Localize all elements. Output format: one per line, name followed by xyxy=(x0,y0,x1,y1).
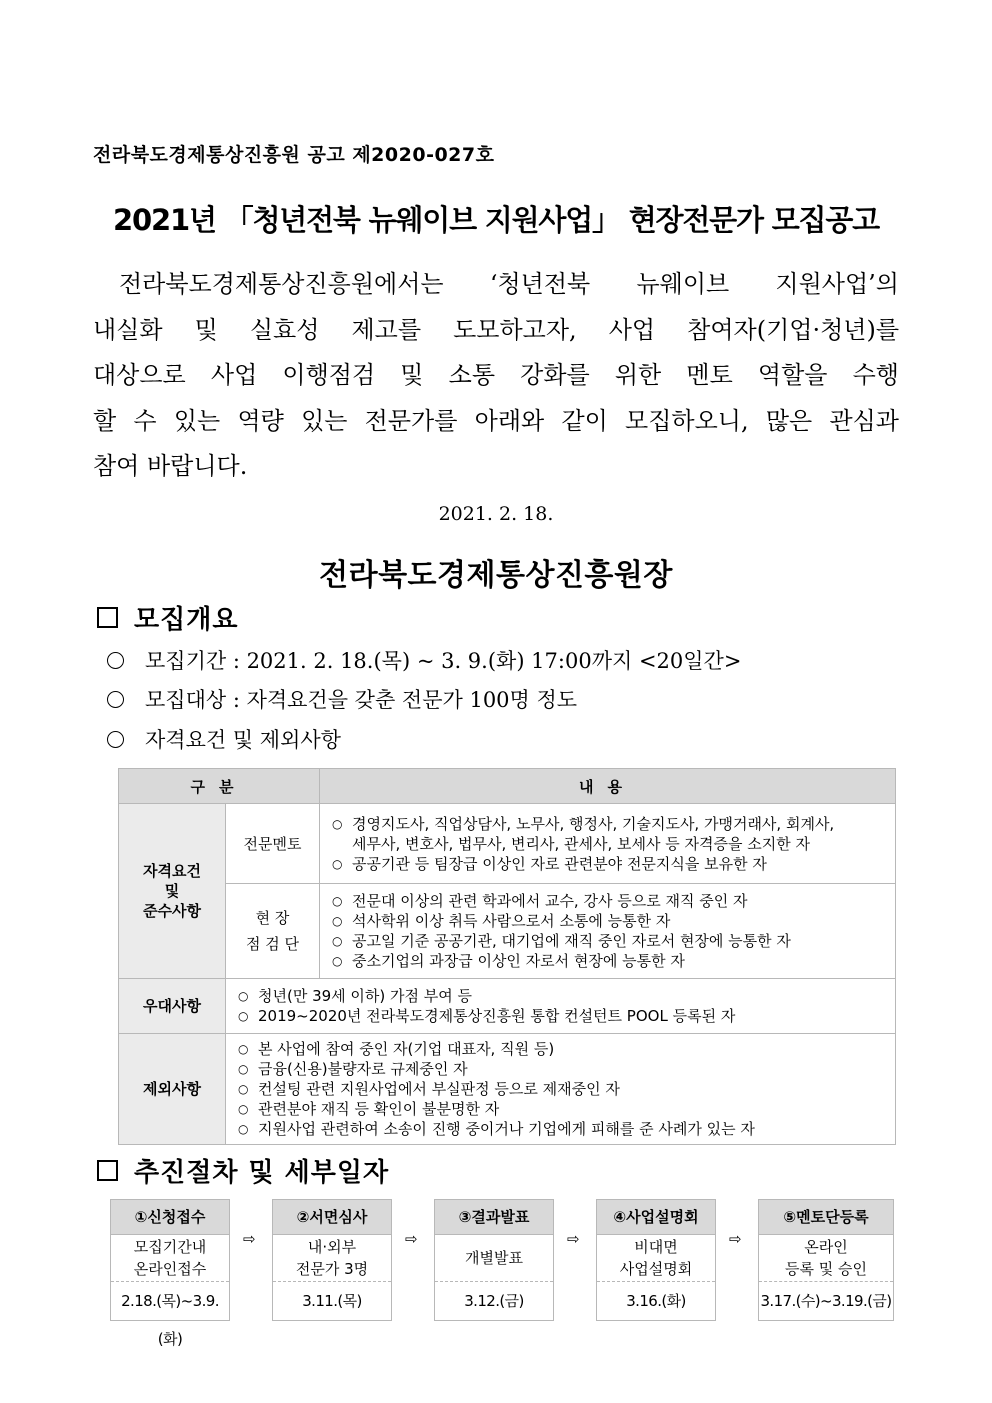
process-step-date: 3.12.(금) xyxy=(464,1292,524,1310)
desc-line: 온라인 xyxy=(804,1238,848,1256)
list-item-text: 컨설팅 관련 지원사업에서 부실판정 등으로 제재중인 자 xyxy=(258,1080,620,1098)
list-item-text: 공공기관 등 팀장급 이상인 자로 관련분야 전문지식을 보유한 자 xyxy=(352,854,767,873)
bullet-icon: ○ xyxy=(332,954,343,968)
desc-line: 모집기간내 xyxy=(133,1238,207,1256)
process-step-2 xyxy=(272,1199,392,1321)
circle-bullet-icon xyxy=(107,691,124,708)
field-team-content xyxy=(320,884,896,979)
list-item xyxy=(332,854,887,874)
process-step-date: 2.18.(목)~3.9.(화) xyxy=(121,1292,219,1348)
process-step-title: ③결과발표 xyxy=(435,1200,553,1235)
process-step-date: 3.11.(목) xyxy=(302,1292,362,1310)
bullet-icon: ○ xyxy=(238,1082,249,1096)
checkbox-square-icon xyxy=(97,1160,118,1181)
process-step-desc xyxy=(111,1235,229,1282)
process-step-desc xyxy=(597,1235,715,1282)
list-item xyxy=(238,1099,887,1119)
desc-line: 온라인접수 xyxy=(133,1260,207,1278)
intro-line: 내실화 및 실효성 제고를 도모하고자, 사업 참여자(기업·청년)를 xyxy=(93,315,899,344)
list-item-text: 금융(신용)불량자로 규제중인 자 xyxy=(258,1060,468,1078)
preference-content xyxy=(226,979,896,1034)
header-content: 내용 xyxy=(320,769,896,804)
section-title: 모집개요 xyxy=(134,605,239,635)
process-step-title: ①신청접수 xyxy=(111,1200,229,1235)
overview-item-target xyxy=(107,684,577,714)
list-item-text: 지원사업 관련하여 소송이 진행 중이거나 기업에게 피해를 준 사례가 있는 자 xyxy=(258,1120,755,1138)
expert-mentor-content xyxy=(320,804,896,884)
list-item xyxy=(238,1079,887,1099)
intro-line: 대상으로 사업 이행점검 및 소통 강화를 위한 멘토 역할을 수행 xyxy=(93,361,899,389)
list-item-text: 석사학위 이상 취득 사람으로서 소통에 능통한 자 xyxy=(352,912,671,930)
list-item xyxy=(238,1039,887,1059)
organization-name: 전라북도경제통상진흥원장 xyxy=(319,558,673,593)
category-label: 자격요건 xyxy=(143,862,201,880)
table-row xyxy=(119,884,896,979)
process-step-title: ②서면심사 xyxy=(273,1200,391,1235)
section-heading-overview xyxy=(97,599,238,636)
desc-line: 전문가 3명 xyxy=(295,1260,369,1278)
intro-line: 할 수 있는 역량 있는 전문가를 아래와 같이 모집하오니, 많은 관심과 xyxy=(93,406,899,435)
process-step-date: 3.16.(화) xyxy=(626,1292,686,1310)
table-row xyxy=(119,804,896,884)
circle-bullet-icon xyxy=(107,731,124,748)
intro-line: 전라북도경제통상진흥원에서는 ‘청년전북 뉴웨이브 지원사업’의 xyxy=(119,270,899,298)
category-label: 준수사항 xyxy=(143,902,201,920)
overview-item-text: 자격요건 및 제외사항 xyxy=(145,728,341,752)
overview-item-text: 모집기간 : 2021. 2. 18.(목) ~ 3. 9.(화) 17:00까지 <20일간> xyxy=(145,649,742,673)
desc-line: 비대면 xyxy=(634,1238,678,1256)
exclusion-content xyxy=(226,1034,896,1145)
sub-label: 현 장 xyxy=(255,909,290,927)
requirements-table xyxy=(118,768,896,1145)
process-step-desc xyxy=(759,1235,893,1282)
section-title: 추진절차 및 세부일자 xyxy=(134,1158,390,1188)
arrow-right-icon: ⇨ xyxy=(405,1230,418,1248)
list-item xyxy=(238,1006,887,1026)
list-item-text: 관련분야 재직 등 확인이 불분명한 자 xyxy=(258,1100,500,1118)
overview-item-requirements xyxy=(107,724,341,754)
process-step-3 xyxy=(434,1199,554,1321)
overview-item-period xyxy=(107,645,741,675)
desc-line: 등록 및 승인 xyxy=(785,1260,867,1278)
desc-line: 내·외부 xyxy=(307,1238,357,1256)
sub-label: 점 검 단 xyxy=(245,935,299,953)
arrow-right-icon: ⇨ xyxy=(243,1230,256,1248)
section-heading-process xyxy=(97,1152,389,1189)
list-item xyxy=(238,1119,887,1139)
table-row xyxy=(119,979,896,1034)
process-step-desc xyxy=(273,1235,391,1282)
bullet-icon: ○ xyxy=(238,1062,249,1076)
field-team-label xyxy=(226,884,320,979)
bullet-icon: ○ xyxy=(332,816,343,831)
bullet-icon: ○ xyxy=(238,1122,249,1136)
list-item xyxy=(332,931,887,951)
expert-mentor-label: 전문멘토 xyxy=(226,804,320,884)
checkbox-square-icon xyxy=(97,607,118,628)
list-item-text: 본 사업에 참여 중인 자(기업 대표자, 직원 등) xyxy=(258,1040,555,1058)
list-item-text: 청년(만 39세 이하) 가점 부여 등 xyxy=(258,987,473,1005)
process-step-1 xyxy=(110,1199,230,1348)
page-title: 2021년 「청년전북 뉴웨이브 지원사업」 현장전문가 모집공고 xyxy=(113,203,879,237)
bullet-icon: ○ xyxy=(238,989,249,1003)
bullet-icon: ○ xyxy=(332,856,343,871)
table-row xyxy=(119,1034,896,1145)
list-item-text: 중소기업의 과장급 이상인 자로서 현장에 능통한 자 xyxy=(352,952,685,970)
overview-item-text: 모집대상 : 자격요건을 갖춘 전문가 100명 정도 xyxy=(145,688,578,712)
list-item-text: 경영지도사, 직업상담사, 노무사, 행정사, 기술지도사, 가맹거래사, 회계사, xyxy=(352,814,835,833)
list-item xyxy=(332,911,887,931)
process-step-date: 3.17.(수)~3.19.(금) xyxy=(760,1292,892,1310)
list-item xyxy=(332,834,887,854)
notice-date: 2021. 2. 18. xyxy=(438,503,554,525)
process-step-desc xyxy=(435,1235,553,1282)
process-step-title: ④사업설명회 xyxy=(597,1200,715,1235)
header-category: 구분 xyxy=(119,769,320,804)
list-item xyxy=(238,986,887,1006)
list-item xyxy=(332,951,887,971)
list-item-text: 2019~2020년 전라북도경제통상진흥원 통합 컨설턴트 POOL 등록된 자 xyxy=(258,1007,736,1025)
bullet-icon: ○ xyxy=(238,1009,249,1023)
list-item-text: 전문대 이상의 관련 학과에서 교수, 강사 등으로 재직 중인 자 xyxy=(352,892,748,910)
intro-line: 참여 바랍니다. xyxy=(93,452,248,480)
desc-line: 개별발표 xyxy=(465,1249,523,1267)
list-item-text: 세무사, 변호사, 법무사, 변리사, 관세사, 보세사 등 자격증을 소지한 자 xyxy=(352,834,810,853)
bullet-icon: ○ xyxy=(332,914,343,928)
bullet-icon: ○ xyxy=(238,1102,249,1116)
process-step-title: ⑤멘토단등록 xyxy=(759,1200,893,1235)
list-item xyxy=(332,814,887,834)
arrow-right-icon: ⇨ xyxy=(729,1230,742,1248)
bullet-icon: ○ xyxy=(332,934,343,948)
list-item-text: 공고일 기준 공공기관, 대기업에 재직 중인 자로서 현장에 능통한 자 xyxy=(352,932,791,950)
desc-line: 사업설명회 xyxy=(619,1260,693,1278)
bullet-icon: ○ xyxy=(332,894,343,908)
arrow-right-icon: ⇨ xyxy=(567,1230,580,1248)
table-header-row xyxy=(119,769,896,804)
bullet-icon: ○ xyxy=(238,1042,249,1056)
exclusion-category: 제외사항 xyxy=(119,1034,226,1145)
circle-bullet-icon xyxy=(107,652,124,669)
qualification-category xyxy=(119,804,226,979)
list-item xyxy=(238,1059,887,1079)
notice-number: 전라북도경제통상진흥원 공고 제2020-027호 xyxy=(93,144,495,166)
process-step-4 xyxy=(596,1199,716,1321)
intro-paragraph xyxy=(93,262,899,490)
process-step-5 xyxy=(758,1199,894,1321)
list-item xyxy=(332,891,887,911)
preference-category: 우대사항 xyxy=(119,979,226,1034)
category-label: 및 xyxy=(164,882,180,900)
